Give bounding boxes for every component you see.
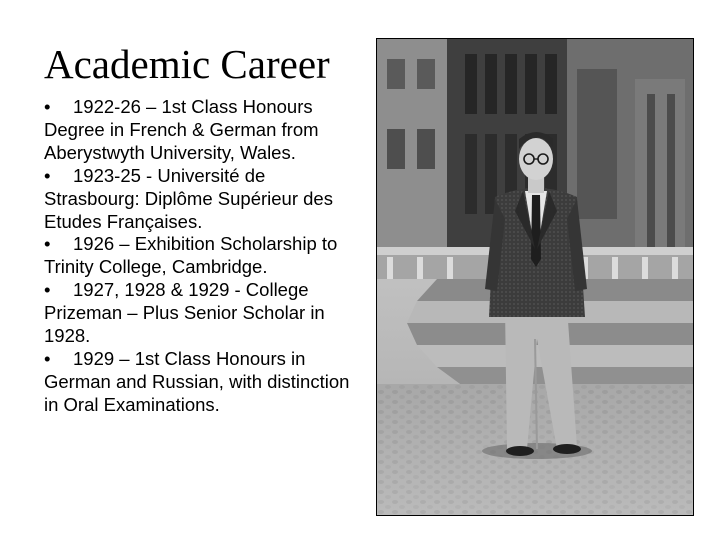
bullet-item bbox=[44, 96, 364, 165]
bullet-icon: • bbox=[44, 164, 51, 186]
bullet-text: 1926 – Exhibition Scholarship to Trinity College, Cambridge. bbox=[44, 233, 338, 278]
bullet-icon: • bbox=[44, 347, 51, 369]
bullet-item bbox=[44, 348, 364, 417]
bullet-list bbox=[44, 96, 364, 417]
bullet-text: 1922-26 – 1st Class Honours Degree in French & German from Aberystwyth University, Wales. bbox=[44, 96, 319, 163]
bullet-item bbox=[44, 233, 364, 279]
bullet-item bbox=[44, 165, 364, 234]
bullet-item bbox=[44, 279, 364, 348]
building-right bbox=[567, 39, 694, 279]
bullet-text: 1927, 1928 & 1929 - College Prizeman – Plus Senior Scholar in 1928. bbox=[44, 279, 325, 347]
bullet-text: 1923-25 - Université de Strasbourg: Diplôme Supérieur des Etudes Françaises. bbox=[44, 164, 333, 232]
bullet-icon: • bbox=[44, 233, 51, 255]
bullet-icon: • bbox=[44, 279, 51, 301]
portrait-photo bbox=[376, 38, 694, 516]
bullet-icon: • bbox=[44, 96, 51, 117]
building-left bbox=[377, 39, 447, 259]
bullet-text: 1929 – 1st Class Honours in German and Russian, with distinction in Oral Examinations. bbox=[44, 347, 350, 415]
slide-title: Academic Career bbox=[44, 41, 330, 87]
